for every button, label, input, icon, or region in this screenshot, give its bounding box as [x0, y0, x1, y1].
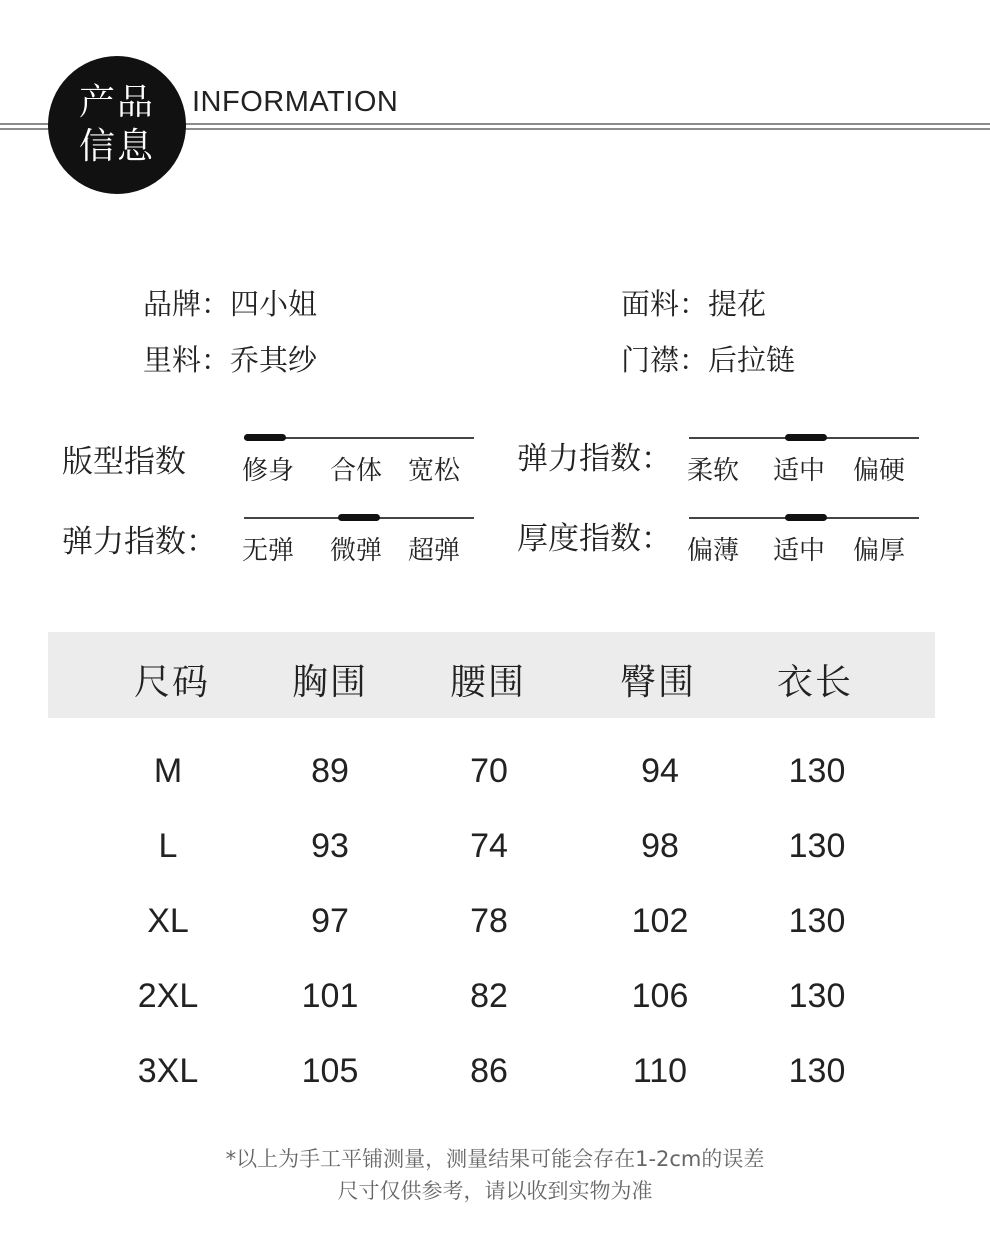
scale-option: 柔软 — [687, 456, 740, 486]
thickness-index-label: 厚度指数： — [517, 521, 672, 557]
stretch-index-label-top: 弹力指数： — [517, 441, 672, 477]
scale-option: 偏硬 — [853, 456, 906, 486]
fit-index-label: 版型指数 — [62, 444, 186, 480]
size-table-header — [48, 632, 935, 718]
table-cell: 106 — [631, 977, 689, 1015]
table-cell: M — [153, 752, 183, 790]
scale-option: 偏薄 — [687, 536, 740, 566]
attr-fabric: 面料：提花 — [621, 287, 767, 321]
header-size: 尺码 — [133, 662, 211, 703]
scale-option: 适中 — [773, 456, 826, 486]
table-cell: 74 — [470, 827, 508, 865]
measurement-note: *以上为手工平铺测量，测量结果可能会存在1-2cm的误差 — [225, 1147, 765, 1171]
scale-option: 合体 — [330, 456, 383, 486]
scale-marker — [244, 434, 286, 441]
stretch-index-label: 弹力指数： — [62, 524, 217, 560]
stretch-index-scale — [244, 514, 474, 564]
scale-option: 修身 — [242, 456, 295, 486]
scale-option: 适中 — [773, 536, 826, 566]
header-length: 衣长 — [776, 662, 854, 703]
header-hip: 臀围 — [619, 662, 697, 703]
table-cell: 130 — [788, 1052, 846, 1090]
table-cell: 94 — [641, 752, 679, 790]
table-cell: 93 — [311, 827, 349, 865]
badge-line1: 产品 — [78, 82, 155, 123]
table-cell: 102 — [631, 902, 689, 940]
table-cell: 130 — [788, 752, 846, 790]
header-waist: 腰围 — [449, 662, 527, 703]
table-cell: 110 — [632, 1052, 688, 1090]
table-cell: 130 — [788, 977, 846, 1015]
table-cell: 130 — [788, 902, 846, 940]
table-cell: 105 — [301, 1052, 359, 1090]
scale-marker — [338, 514, 380, 521]
header-chest: 胸围 — [291, 662, 369, 703]
table-cell: 82 — [470, 977, 508, 1015]
scale-marker — [785, 434, 827, 441]
fit-index-scale — [244, 434, 474, 484]
scale-option: 偏厚 — [853, 536, 906, 566]
table-cell: XL — [147, 902, 189, 940]
table-cell: 101 — [301, 977, 359, 1015]
table-cell: 3XL — [137, 1052, 199, 1090]
table-cell: 97 — [311, 902, 349, 940]
scale-option: 微弹 — [330, 536, 383, 566]
table-cell: 86 — [470, 1052, 508, 1090]
attr-brand: 品牌：四小姐 — [143, 287, 318, 321]
scale-option: 无弹 — [242, 536, 295, 566]
scale-option: 宽松 — [408, 456, 461, 486]
table-cell: 2XL — [137, 977, 199, 1015]
table-cell: 78 — [470, 902, 508, 940]
badge-line2: 信息 — [78, 126, 155, 167]
table-cell: 98 — [641, 827, 679, 865]
thickness-index-scale — [689, 514, 919, 564]
table-cell: 89 — [311, 752, 349, 790]
product-info-badge — [48, 56, 186, 194]
scale-marker — [785, 514, 827, 521]
table-cell: L — [158, 827, 178, 865]
attr-lining: 里料：乔其纱 — [143, 343, 318, 377]
table-cell: 130 — [788, 827, 846, 865]
information-title: INFORMATION — [192, 86, 399, 118]
softness-index-scale — [689, 434, 919, 484]
table-cell: 70 — [470, 752, 508, 790]
reference-note: 尺寸仅供参考，请以收到实物为准 — [337, 1179, 653, 1203]
scale-option: 超弹 — [408, 536, 461, 566]
attr-closure: 门襟：后拉链 — [621, 343, 796, 377]
